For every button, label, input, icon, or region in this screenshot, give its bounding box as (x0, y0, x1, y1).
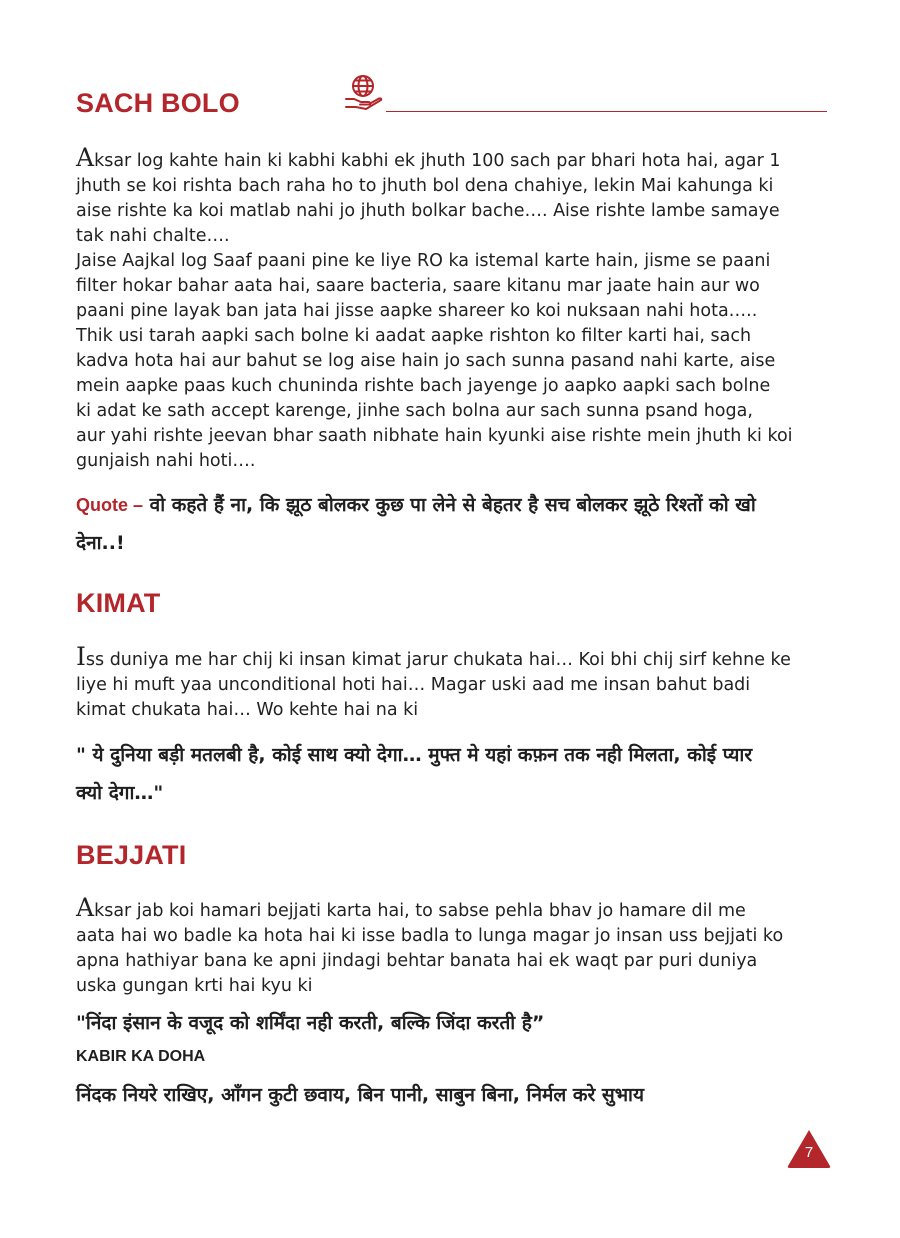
doha-text: निंदक नियरे राखिए, आँगन कुटी छवाय, बिन पानी, साबुन बिना, निर्मल करे सुभाय (76, 1084, 644, 1106)
paragraph-line: tak nahi chalte…. (76, 226, 230, 246)
paragraph-line: aur yahi rishte jeevan bhar saath nibhate hain kyunki aise rishte mein jhuth ki koi (76, 426, 793, 446)
paragraph-line: gunjaish nahi hoti…. (76, 451, 256, 471)
paragraph-line: aise rishte ka koi matlab nahi jo jhuth bolkar bache…. Aise rishte lambe samaye (76, 201, 780, 221)
paragraph-line: kimat chukata hai… Wo kehte hai na ki (76, 700, 419, 720)
quote-label: Quote – (76, 495, 144, 515)
paragraph-line: aata hai wo badle ka hota hai ki isse badla to lunga magar jo insan uss bejjati ko (76, 926, 784, 946)
paragraph-line: Aksar jab koi hamari bejjati karta hai, to sabse pehla bhav jo hamare dil me (76, 893, 746, 922)
quote-line: " ये दुनिया बड़ी मतलबी है, कोई साथ क्यो देगा… मुफ्त मे यहां कफ़न तक नही मिलता, कोई प्यार (76, 744, 753, 766)
paragraph-kimat (76, 644, 826, 723)
quote-line: Quote – वो कहते हैं ना, कि झूठ बोलकर कुछ पा लेने से बेहतर है सच बोलकर झूठे रिश्तों को खो (76, 494, 756, 516)
paragraph-line: kadva hota hai aur bahut se log aise hain jo sach sunna pasand nahi karte, aise (76, 351, 776, 371)
quote-kimat (76, 736, 826, 812)
quote-sach-bolo (76, 486, 826, 562)
quote-bejjati: "निंदा इंसान के वजूद को शर्मिंदा नही करती, बल्कि जिंदा करती है” (76, 1012, 545, 1034)
quote-line: देना..! (76, 532, 125, 554)
dropcap: A (76, 893, 95, 922)
paragraph-line: uska gungan krti hai kyu ki (76, 976, 313, 996)
paragraph-line: ki adat ke sath accept karenge, jinhe sach bolna aur sach sunna psand hoga, (76, 401, 753, 421)
paragraph-line: Jaise Aajkal log Saaf paani pine ke liye RO ka istemal karte hain, jisme se paani (76, 251, 771, 271)
paragraph-line: jhuth se koi rishta bach raha ho to jhuth bol dena chahiye, lekin Mai kahunga ki (76, 176, 774, 196)
section-title-bejjati: BEJJATI (76, 840, 187, 870)
section-title-kimat: KIMAT (76, 588, 161, 618)
page-number: 7 (804, 1144, 814, 1161)
paragraph-line: Iss duniya me har chij ki insan kimat jarur chukata hai… Koi bhi chij sirf kehne ke (76, 642, 791, 671)
globe-hand-icon (344, 72, 384, 112)
doha-heading: KABIR KA DOHA (76, 1048, 206, 1065)
paragraph-sach-bolo (76, 145, 826, 474)
section-title-sach-bolo: SACH BOLO (76, 88, 240, 118)
paragraph-line: liye hi muft yaa unconditional hoti hai… Magar uski aad me insan bahut badi (76, 675, 751, 695)
paragraph-line: Aksar log kahte hain ki kabhi kabhi ek jhuth 100 sach par bhari hota hai, agar 1 (76, 143, 781, 172)
header-rule (386, 111, 827, 112)
paragraph-bejjati (76, 895, 826, 999)
dropcap: I (76, 642, 86, 671)
quote-line: क्यो देगा…" (76, 782, 164, 804)
paragraph-line: filter hokar bahar aata hai, saare bacteria, saare kitanu mar jaate hain aur wo (76, 276, 760, 296)
paragraph-line: paani pine layak ban jata hai jisse aapke shareer ko koi nuksaan nahi hota….. (76, 301, 758, 321)
paragraph-line: mein aapke paas kuch chuninda rishte bach jayenge jo aapko aapki sach bolne (76, 376, 771, 396)
dropcap: A (76, 143, 95, 172)
paragraph-line: Thik usi tarah aapki sach bolne ki aadat aapke rishton ko filter karti hai, sach (76, 326, 752, 346)
paragraph-line: apna hathiyar bana ke apni jindagi behtar banata hai ek waqt par puri duniya (76, 951, 758, 971)
